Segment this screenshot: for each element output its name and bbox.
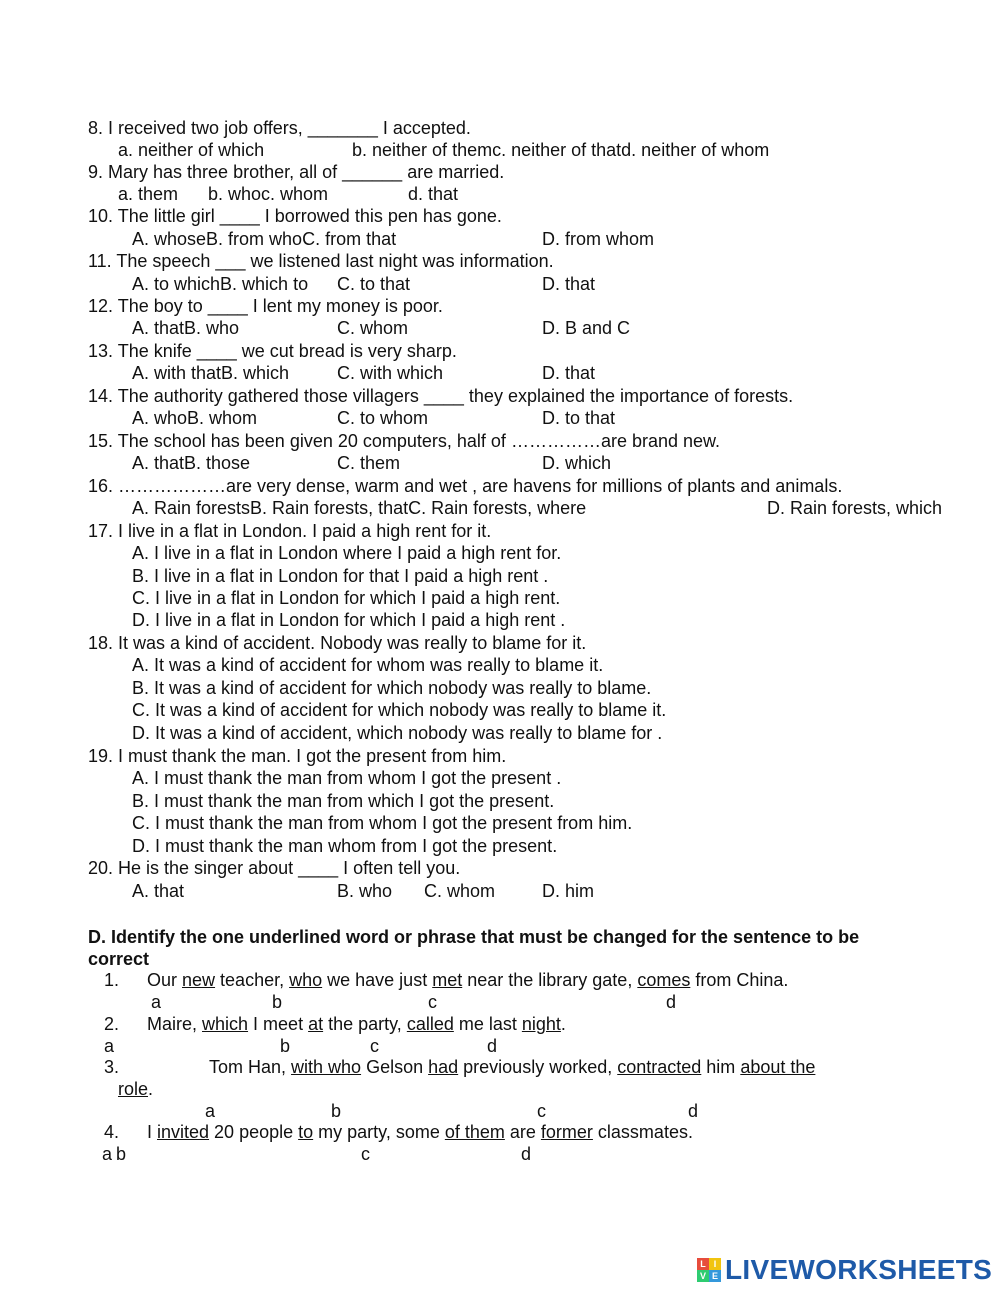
question-19-stem: 19. I must thank the man. I got the present from him. (88, 746, 507, 766)
question-20-option-b: B. who (337, 881, 393, 901)
question-20-option-a: A. that (132, 881, 185, 901)
sentence-3-label-a: a (205, 1101, 216, 1121)
question-18-stem: 18. It was a kind of accident. Nobody was really to blame for it. (88, 633, 587, 653)
underlined-b: had (428, 1057, 459, 1077)
question-12-options-ab: A. thatB. who (132, 318, 240, 338)
question-17-stem: 17. I live in a flat in London. I paid a high rent for it. (88, 521, 492, 541)
sentence-3-label-c: c (537, 1101, 546, 1121)
question-8-stem: 8. I received two job offers, _______ I accepted. (88, 118, 471, 138)
question-12-stem: 12. The boy to ____ I lent my money is poor. (88, 296, 443, 316)
question-15-option-d: D. which (542, 453, 612, 473)
sentence-2-label-b: b (280, 1036, 291, 1056)
sentence-3-label-b: b (331, 1101, 342, 1121)
question-18-option-b: B. It was a kind of accident for which nobody was really to blame. (132, 678, 652, 698)
sentence-4: I invited 20 people to my party, some of them are former classmates. (147, 1122, 693, 1142)
question-13-stem: 13. The knife ____ we cut bread is very sharp. (88, 341, 457, 361)
sentence-3-cont: role. (118, 1079, 154, 1099)
question-17-option-b: B. I live in a flat in London for that I paid a high rent . (132, 566, 549, 586)
sentence-4-label-b: b (116, 1144, 127, 1164)
sentence-1-label-d: d (666, 992, 677, 1012)
sentence-2-label-c: c (370, 1036, 379, 1056)
question-19-option-c: C. I must thank the man from whom I got the present from him. (132, 813, 633, 833)
question-10-options-abc: A. whoseB. from whoC. from that (132, 229, 397, 249)
sentence-2-number: 2. (104, 1014, 120, 1034)
sentence-1-label-a: a (151, 992, 162, 1012)
question-15-stem: 15. The school has been given 20 computers, half of ……………are brand new. (88, 431, 721, 451)
sentence-4-label-a: a (102, 1144, 113, 1164)
sentence-2-label-a: a (104, 1036, 115, 1056)
sentence-4-label-d: d (521, 1144, 532, 1164)
question-17-option-d: D. I live in a flat in London for which I paid a high rent . (132, 610, 566, 630)
question-9-option-d: d. that (408, 184, 459, 204)
underlined-a: with who (291, 1057, 362, 1077)
question-17-option-c: C. I live in a flat in London for which I paid a high rent. (132, 588, 561, 608)
sentence-4-number: 4. (104, 1122, 120, 1142)
underlined-a: invited (157, 1122, 210, 1142)
sentence-1-label-c: c (428, 992, 437, 1012)
sentence-3-label-d: d (688, 1101, 699, 1121)
section-d-heading: D. Identify the one underlined word or phrase that must be changed for the sentence to be (88, 927, 860, 947)
underlined-b: at (308, 1014, 324, 1034)
question-11-stem: 11. The speech ___ we listened last night was information. (88, 251, 554, 271)
question-20-option-c: C. whom (424, 881, 496, 901)
sentence-2-label-d: d (487, 1036, 498, 1056)
question-12-option-d: D. B and C (542, 318, 631, 338)
underlined-b: who (289, 970, 323, 990)
question-20-option-d: D. him (542, 881, 595, 901)
question-18-option-c: C. It was a kind of accident for which nobody was really to blame it. (132, 700, 667, 720)
underlined-d-cont: role (118, 1079, 149, 1099)
underlined-c: met (432, 970, 463, 990)
question-9-stem: 9. Mary has three brother, all of ______ are married. (88, 162, 505, 182)
underlined-d: about the (740, 1057, 816, 1077)
question-13-option-d: D. that (542, 363, 596, 383)
question-20-stem: 20. He is the singer about ____ I often tell you. (88, 858, 461, 878)
question-8-option-a: a. neither of which (118, 140, 265, 160)
question-9-option-a: a. them (118, 184, 179, 204)
question-15-options-ab: A. thatB. those (132, 453, 251, 473)
sentence-1: Our new teacher, who we have just met near the library gate, comes from China. (147, 970, 789, 990)
liveworksheets-logo-text: LIVEWORKSHEETS (725, 1254, 993, 1285)
question-10-option-d: D. from whom (542, 229, 655, 249)
sentence-3: Tom Han, with who Gelson had previously worked, contracted him about the (209, 1057, 816, 1077)
question-12-option-c: C. whom (337, 318, 409, 338)
question-11-option-d: D. that (542, 274, 596, 294)
sentence-1-label-b: b (272, 992, 283, 1012)
sentence-2: Maire, which I meet at the party, called me last night. (147, 1014, 566, 1034)
underlined-d: night (521, 1014, 561, 1034)
liveworksheets-logo-icon: L I V E (697, 1258, 721, 1282)
question-16-stem: 16. ………………are very dense, warm and wet , are havens for millions of plants and animals. (88, 476, 843, 496)
underlined-c: called (406, 1014, 454, 1034)
question-18-option-a: A. It was a kind of accident for whom was really to blame it. (132, 655, 604, 675)
question-17-option-a: A. I live in a flat in London where I paid a high rent for. (132, 543, 562, 563)
question-13-options-ab: A. with thatB. which (132, 363, 290, 383)
liveworksheets-logo (697, 1255, 992, 1285)
underlined-c: of them (444, 1122, 505, 1142)
question-8-options-bcd: b. neither of themc. neither of thatd. neither of whom (352, 140, 770, 160)
question-18-option-d: D. It was a kind of accident, which nobody was really to blame for . (132, 723, 663, 743)
sentence-1-number: 1. (104, 970, 120, 990)
question-15-option-c: C. them (337, 453, 401, 473)
question-10-stem: 10. The little girl ____ I borrowed this pen has gone. (88, 206, 502, 226)
question-14-options-ab: A. whoB. whom (132, 408, 258, 428)
underlined-c: contracted (617, 1057, 702, 1077)
sentence-3-number: 3. (104, 1057, 120, 1077)
question-14-stem: 14. The authority gathered those villagers ____ they explained the importance of forests. (88, 386, 794, 406)
question-16-options-abc: A. Rain forestsB. Rain forests, thatC. Rain forests, where (132, 498, 587, 518)
question-11-options-ab: A. to whichB. which to (132, 274, 309, 294)
underlined-a: which (202, 1014, 249, 1034)
underlined-a: new (182, 970, 216, 990)
question-9-options-bc: b. whoc. whom (208, 184, 329, 204)
sentence-4-label-c: c (361, 1144, 370, 1164)
question-19-option-b: B. I must thank the man from which I got the present. (132, 791, 555, 811)
underlined-b: to (298, 1122, 314, 1142)
question-11-option-c: C. to that (337, 274, 411, 294)
question-13-option-c: C. with which (337, 363, 444, 383)
question-19-option-d: D. I must thank the man whom from I got the present. (132, 836, 558, 856)
question-19-option-a: A. I must thank the man from whom I got the present . (132, 768, 562, 788)
underlined-d: former (540, 1122, 593, 1142)
question-14-option-c: C. to whom (337, 408, 429, 428)
question-16-option-d: D. Rain forests, which (767, 498, 943, 518)
underlined-d: comes (637, 970, 691, 990)
question-14-option-d: D. to that (542, 408, 616, 428)
section-d-heading-cont: correct (88, 949, 150, 969)
